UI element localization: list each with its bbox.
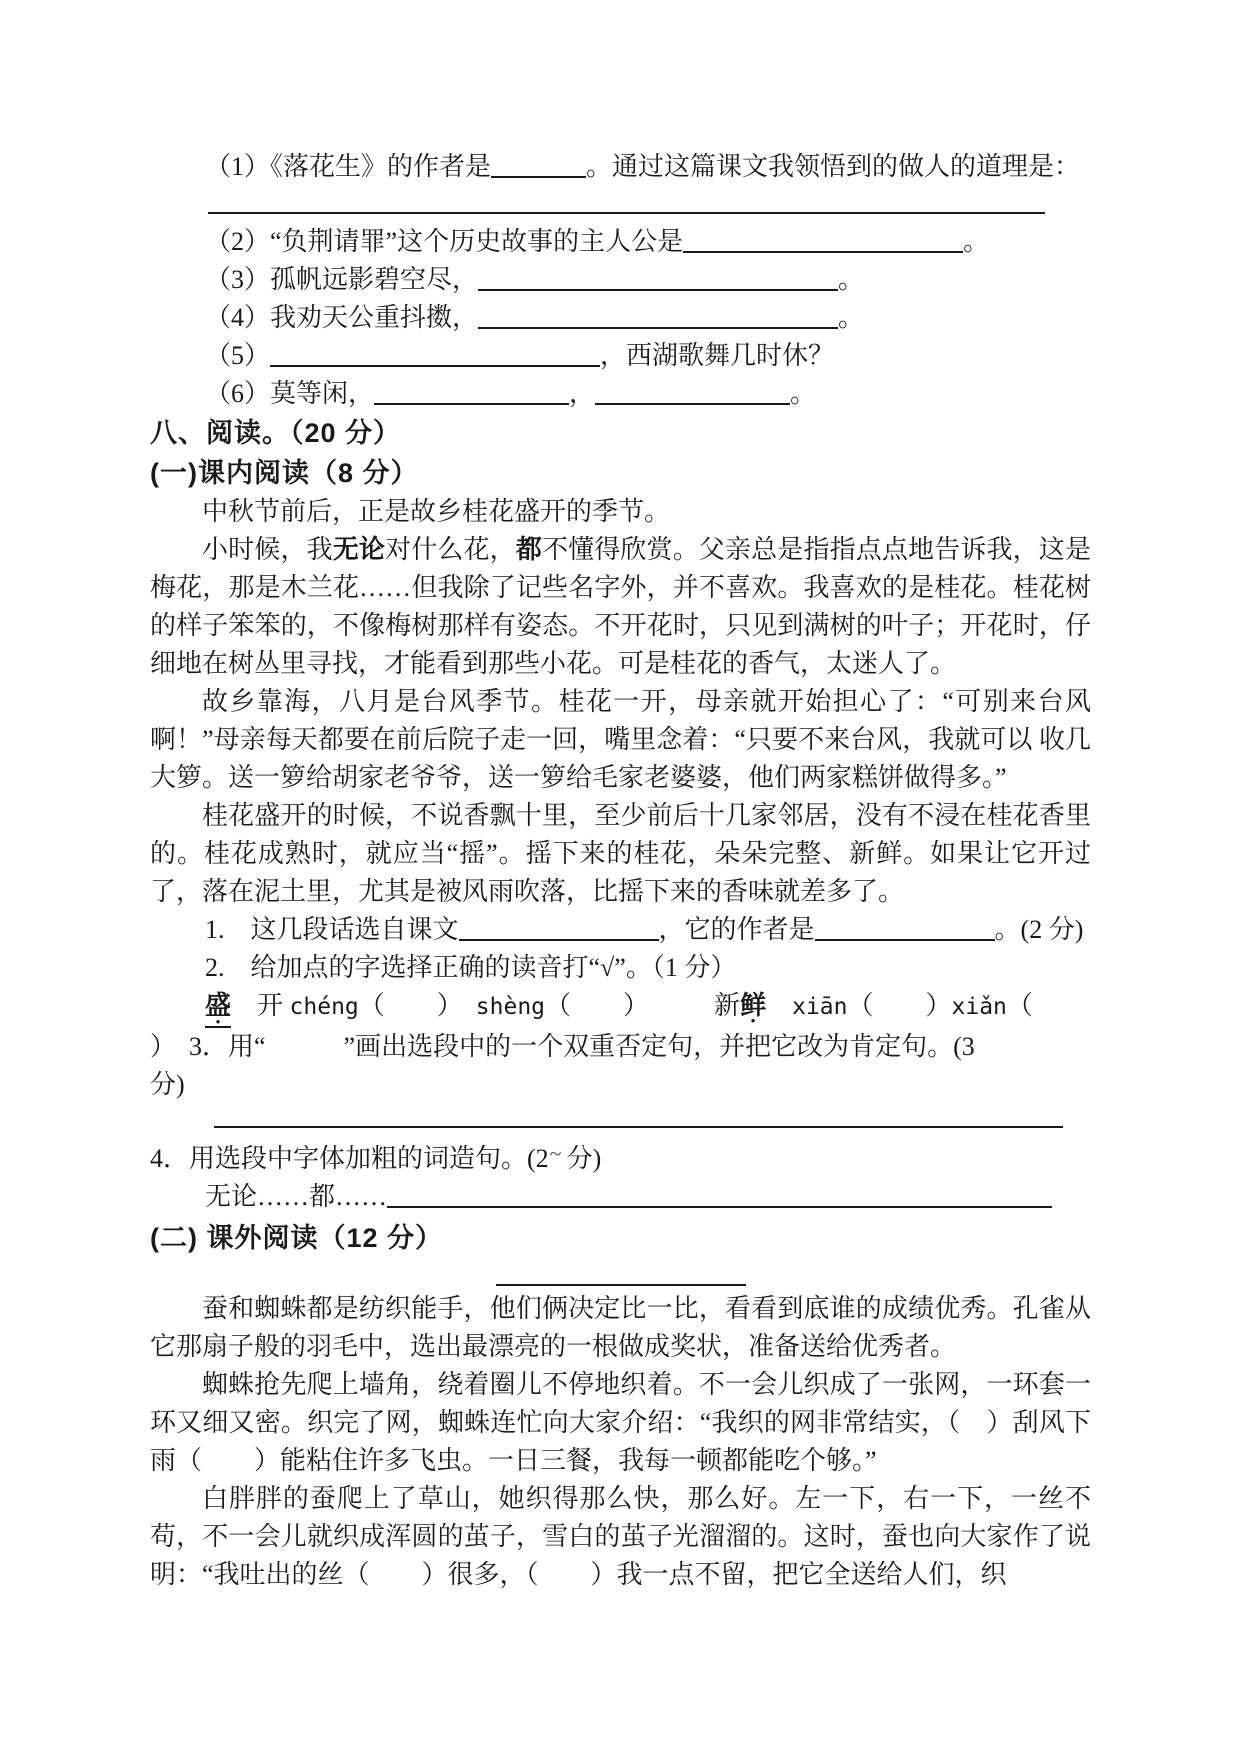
subsection-heading-extracurricular: (二) 课外阅读（12 分）: [150, 1223, 444, 1253]
passage2-paragraph-3: 白胖胖的蚕爬上了草山，她织得那么快，那么好。左一下，右一下，一丝不苟，不一会儿就织成浑圆的茧子，雪白的茧子光溜溜的。这时，蚕也向大家作了说明：“我吐出的丝（ ）很多，（ ）我一点不留，把它全送给人们，织: [150, 1484, 1091, 1589]
answer-line-3: [214, 1126, 1063, 1128]
fill-question-2: （2）“负荆请罪”这个历史故事的主人公是 。: [205, 227, 990, 256]
fill-question-5: （5） ，西湖歌舞几时休？: [205, 341, 835, 370]
reading-q1: 1. 这几段话选自课文 ，它的作者是 。(2 分): [205, 915, 1084, 944]
fill-question-4: （4）我劝天公重抖擞， 。: [205, 303, 865, 332]
reading-q3-line1: ） 3．用“ ”画出选段中的一个双重否定句，并把它改为肯定句。(3: [150, 1032, 975, 1061]
reading-q4: 4．用选段中字体加粗的词造句。(2 ~ 分): [150, 1140, 1091, 1178]
section-heading-reading: 八、阅读。（20 分）: [150, 418, 402, 448]
pronunciation-row: 盛 开 chéng（ ） shèng（ ） 新鲜 xiān（ ）xiǎn（: [150, 987, 1091, 1028]
reading-q4-answer: 无论……都……: [150, 1178, 1091, 1216]
answer-line-1: [208, 212, 1045, 214]
passage1-paragraph-1: 中秋节前后，正是故乡桂花盛开的季节。: [202, 497, 671, 526]
passage2-paragraph-2: 蜘蛛抢先爬上墙角，绕着圈儿不停地织着。不一会儿织成了一张网，一环套一环又细又密。织完了网，蜘蛛连忙向大家介绍：“我织的网非常结实，（ ）刮风下雨（ ）能粘住许多飞虫。一日三餐，我每一顿都能吃个够。”: [150, 1370, 1091, 1475]
fill-question-6: （6）莫等闲， ， 。: [205, 379, 817, 408]
passage2-paragraph-1: 蚕和蜘蛛都是纺织能手，他们俩决定比一比，看看到底谁的成绩优秀。孔雀从它那扇子般的羽毛中，选出最漂亮的一根做成奖状，准备送给优秀者。: [150, 1294, 1091, 1361]
passage1-paragraph-3: 故乡靠海，八月是台风季节。桂花一开，母亲就开始担心了：“可别来台风啊！”母亲每天都要在前后院子走一回，嘴里念着：“只要不来台风，我就可以 收几大箩。送一箩给胡家老爷爷，送一箩给毛家老婆婆，他们两家糕饼做得多。”: [150, 687, 1091, 792]
passage1-paragraph-2: 小时候，我无论对什么花，都不懂得欣赏。父亲总是指指点点地告诉我，这是梅花，那是木兰花……但我除了记些名字外，并不喜欢。我喜欢的是桂花。桂花树的样子笨笨的，不像梅树那样有姿态。不开花时，只见到满树的叶子；开花时，仔细地在树丛里寻找，才能看到那些小花。可是桂花的香气，太迷人了。: [150, 535, 1091, 678]
subsection-heading-in-class: (一)课内阅读（8 分）: [150, 458, 419, 488]
fill-question-1: （1）《落花生》的作者是 。通过这篇课文我领悟到的做人的道理是：: [205, 152, 1081, 181]
reading-q3-line2: 分): [150, 1070, 185, 1099]
passage1-paragraph-4: 桂花盛开的时候，不说香飘十里，至少前后十几家邻居，没有不浸在桂花香里的。桂花成熟时，就应当“摇”。摇下来的桂花，朵朵完整、新鲜。如果让它开过了，落在泥土里，尤其是被风雨吹落，比摇下来的香味就差多了。: [150, 801, 1091, 906]
passage-title-blank: [496, 1284, 746, 1286]
fill-question-3: （3）孤帆远影碧空尽， 。: [205, 265, 865, 294]
reading-q2: 2. 给加点的字选择正确的读音打“√”。（1 分）: [205, 953, 737, 982]
